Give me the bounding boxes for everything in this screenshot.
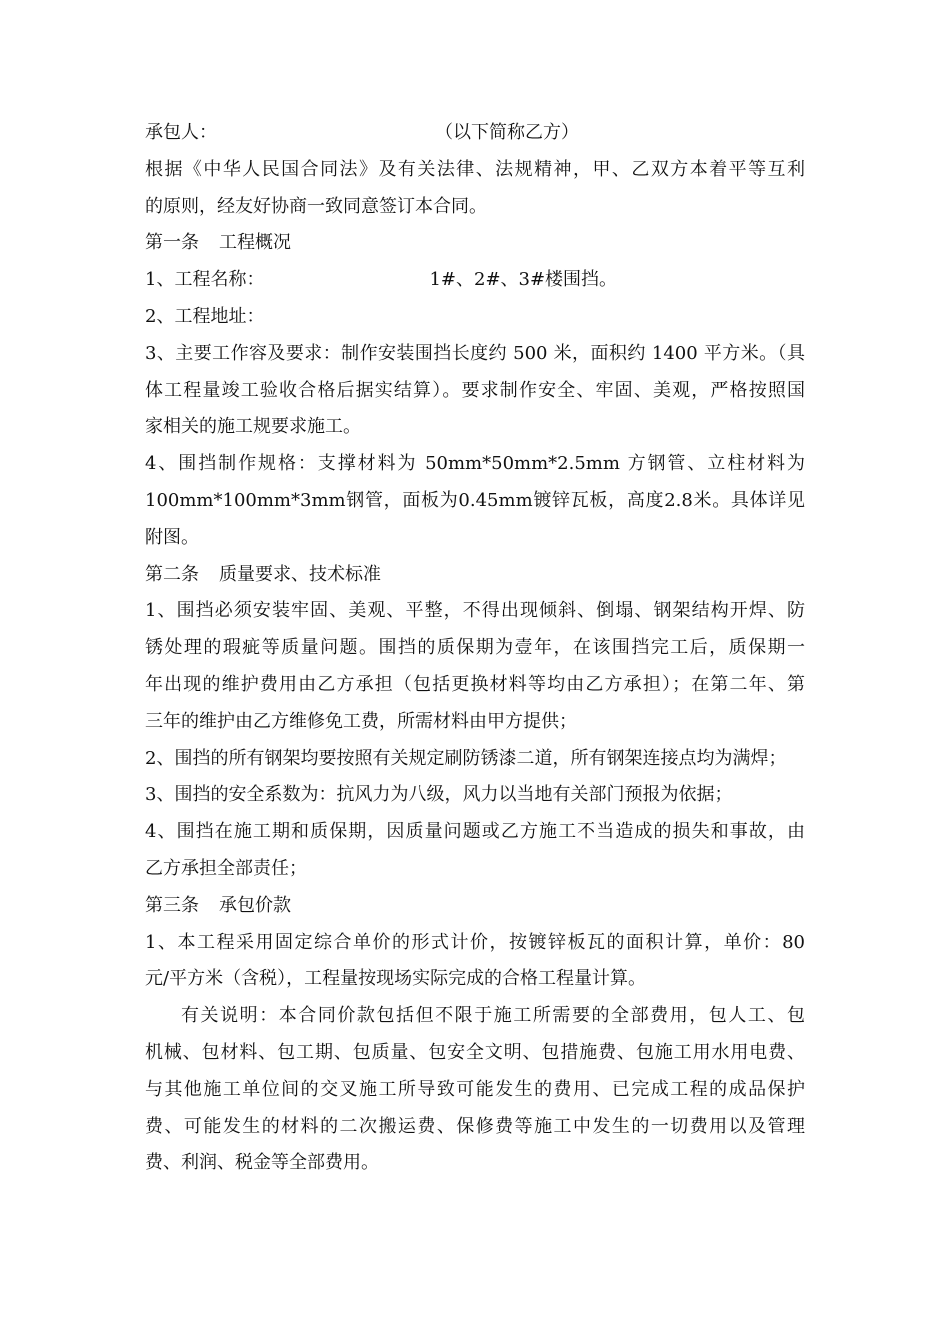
preamble-line: 的原则，经友好协商一致同意签订本合同。 xyxy=(145,195,487,217)
project-name-line xyxy=(145,262,805,299)
contractor-line xyxy=(145,115,805,152)
pricing-line: 1、本工程采用固定综合单价的形式计价，按镀锌板瓦的面积计算，单价：80 xyxy=(145,931,805,953)
price-note-line: 机械、包材料、包工期、包质量、包安全文明、包措施费、包施工用水用电费、 xyxy=(145,1041,805,1063)
article-number: 第二条 xyxy=(145,563,199,585)
spec-line: 100mm*100mm*3mm钢管，面板为0.45mm镀锌瓦板，高度2.8米。具体详见 xyxy=(145,489,805,511)
liability-line: 4、围挡在施工期和质保期，因质量问题或乙方施工不当造成的损失和事故，由 xyxy=(145,821,805,843)
work-scope-line: 体工程量竣工验收合格后据实结算）。要求制作安全、牢固、美观，严格按照国 xyxy=(145,379,805,401)
price-note-line: 有关说明：本合同价款包括但不限于施工所需要的全部费用，包人工、包 xyxy=(181,1005,805,1027)
price-note-line: 费、可能发生的材料的二次搬运费、保修费等施工中发生的一切费用以及管理 xyxy=(145,1115,805,1137)
safety-factor-line: 3、围挡的安全系数为：抗风力为八级，风力以当地有关部门预报为依据； xyxy=(145,784,733,806)
quality-line: 锈处理的瑕疵等质量问题。围挡的质保期为壹年，在该围挡完工后，质保期一 xyxy=(145,637,805,659)
article-1-title xyxy=(145,225,805,262)
rust-proof-line: 2、围挡的所有钢架均要按照有关规定刷防锈漆二道，所有钢架连接点均为满焊； xyxy=(145,747,787,769)
article-heading: 质量要求、技术标准 xyxy=(219,563,381,585)
spec-line: 4、围挡制作规格：支撑材料为 50mm*50mm*2.5mm 方钢管、立柱材料为 xyxy=(145,453,805,475)
article-heading: 工程概况 xyxy=(219,232,291,254)
project-name-label: 1、工程名称： xyxy=(145,269,265,291)
contract-body xyxy=(145,115,805,1182)
article-heading: 承包价款 xyxy=(219,894,291,916)
article-2-title xyxy=(145,557,805,594)
price-note-line: 费、利润、税金等全部费用。 xyxy=(145,1152,379,1174)
article-number: 第三条 xyxy=(145,894,199,916)
work-scope-line: 3、主要工作容及要求：制作安装围挡长度约 500 米，面积约 1400 平方米。（具 xyxy=(145,342,805,364)
article-3-title xyxy=(145,888,805,925)
preamble-line: 根据《中华人民国合同法》及有关法律、法规精神，甲、乙双方本着平等互利 xyxy=(145,158,805,180)
pricing-line: 元/平方米（含税），工程量按现场实际完成的合格工程量计算。 xyxy=(145,968,647,990)
contractor-alias: （以下简称乙方） xyxy=(435,122,579,143)
article-number: 第一条 xyxy=(145,232,199,254)
liability-line: 乙方承担全部责任； xyxy=(145,857,307,879)
quality-line: 年出现的维护费用由乙方承担（包括更换材料等均由乙方承担）；在第二年、第 xyxy=(145,673,805,695)
project-name-value: 1#、2#、3#楼围挡。 xyxy=(429,269,618,291)
work-scope-line: 家相关的施工规要求施工。 xyxy=(145,416,361,438)
project-address-line: 2、工程地址： xyxy=(145,305,265,327)
price-note-line: 与其他施工单位间的交叉施工所导致可能发生的费用、已完成工程的成品保护 xyxy=(145,1078,805,1100)
spec-line: 附图。 xyxy=(145,526,199,548)
quality-line: 1、围挡必须安装牢固、美观、平整，不得出现倾斜、倒塌、钢架结构开焊、防 xyxy=(145,600,805,622)
contractor-label: 承包人： xyxy=(145,122,217,143)
quality-line: 三年的维护由乙方维修免工费，所需材料由甲方提供； xyxy=(145,710,577,732)
